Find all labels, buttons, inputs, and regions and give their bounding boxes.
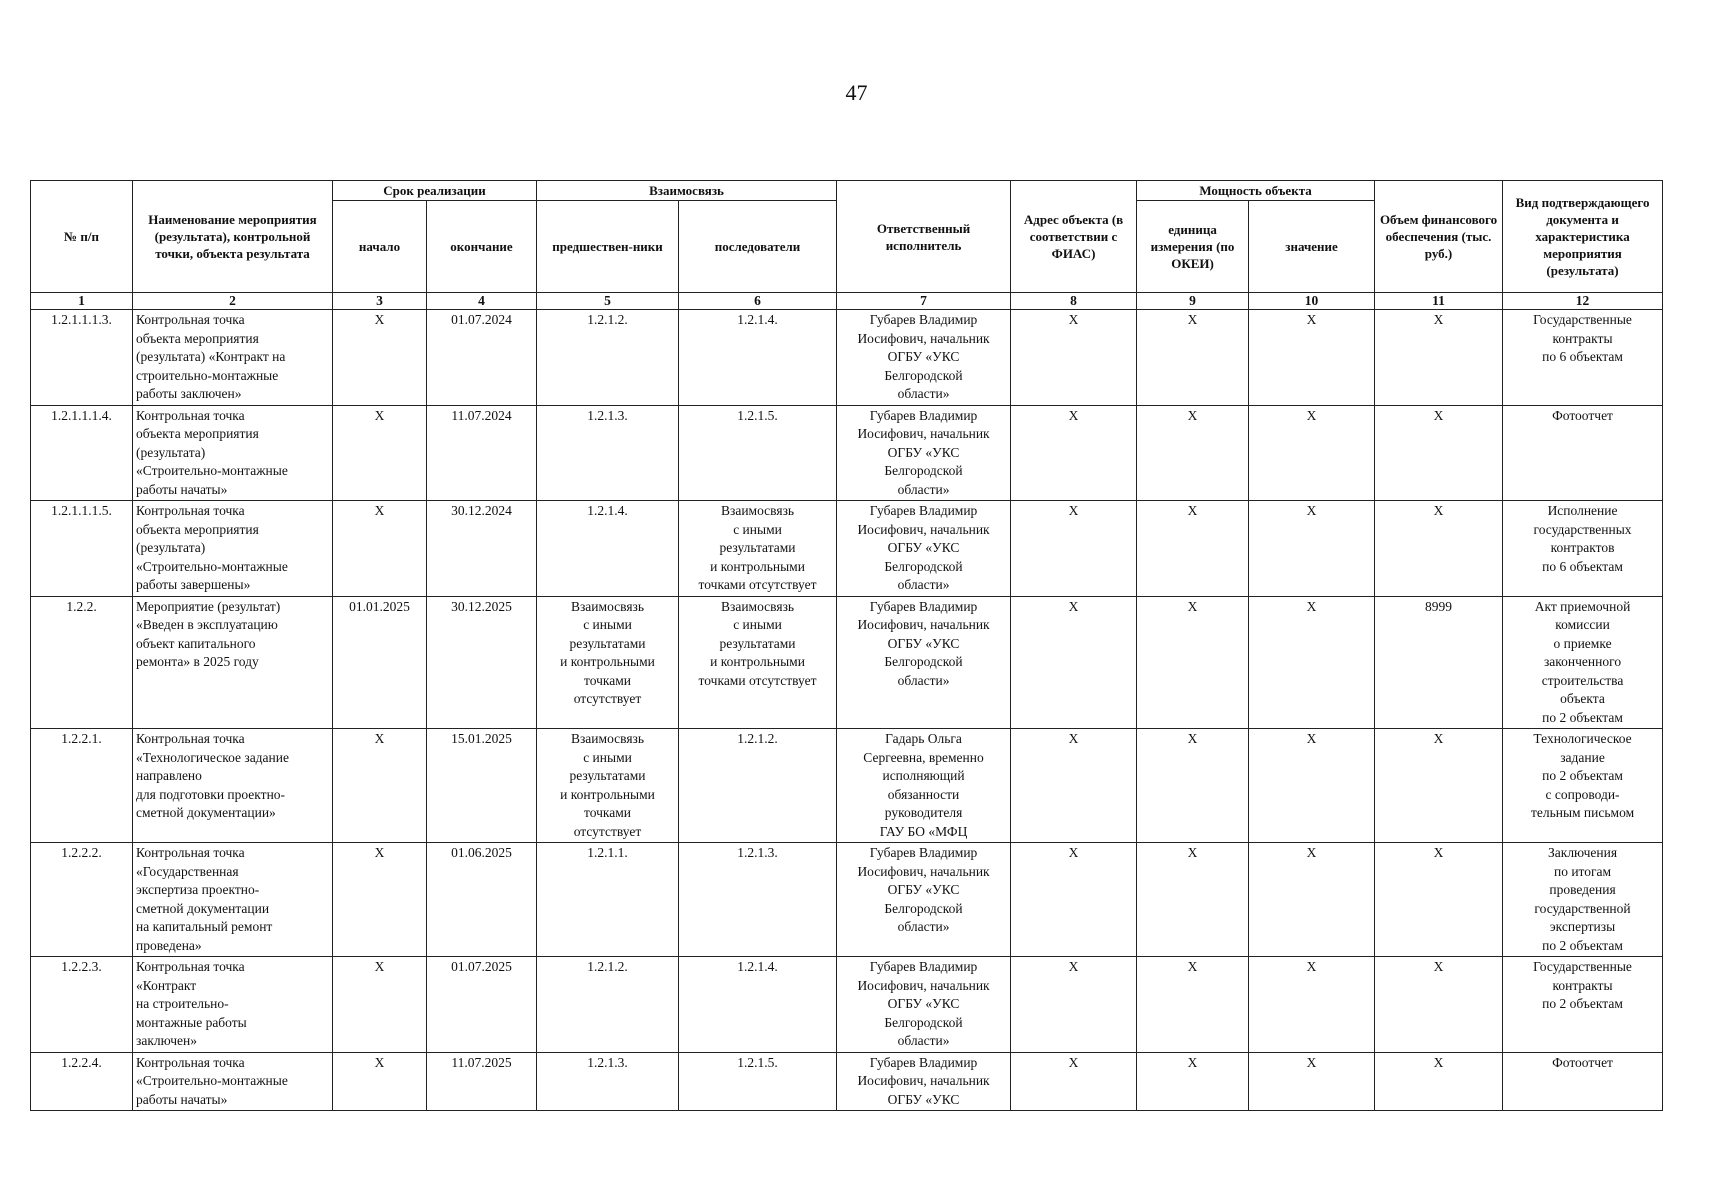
row-doc-type: Заключения по итогам проведения государственной экспертизы по 2 объектам <box>1503 843 1663 957</box>
row-unit: Х <box>1137 501 1249 597</box>
row-address: Х <box>1011 501 1137 597</box>
row-number: 1.2.2.4. <box>31 1052 133 1111</box>
page-number: 47 <box>845 80 868 105</box>
row-value: Х <box>1249 596 1375 729</box>
row-end: 30.12.2024 <box>427 501 537 597</box>
row-successors: 1.2.1.2. <box>679 729 837 843</box>
row-start: 01.01.2025 <box>333 596 427 729</box>
row-responsible: Губарев Владимир Иосифович, начальник ОГБУ «УКС Белгородской области» <box>837 405 1011 501</box>
row-finance: Х <box>1375 957 1503 1053</box>
row-predecessors: Взаимосвязь с иными результатами и контрольными точками отсутствует <box>537 596 679 729</box>
row-start: Х <box>333 1052 427 1111</box>
row-predecessors: 1.2.1.1. <box>537 843 679 957</box>
row-predecessors: 1.2.1.2. <box>537 957 679 1053</box>
plan-table <box>30 180 1663 1111</box>
row-unit: Х <box>1137 843 1249 957</box>
column-number: 3 <box>333 293 427 310</box>
row-end: 01.07.2024 <box>427 310 537 406</box>
row-doc-type: Государственные контракты по 6 объектам <box>1503 310 1663 406</box>
row-doc-type: Фотоотчет <box>1503 1052 1663 1111</box>
row-end: 01.07.2025 <box>427 957 537 1053</box>
row-successors: Взаимосвязь с иными результатами и контрольными точками отсутствует <box>679 596 837 729</box>
row-value: Х <box>1249 310 1375 406</box>
row-address: Х <box>1011 957 1137 1053</box>
column-number: 11 <box>1375 293 1503 310</box>
row-address: Х <box>1011 310 1137 406</box>
header-capacity-group: Мощность объекта <box>1137 181 1375 201</box>
row-doc-type: Исполнение государственных контрактов по 6 объектам <box>1503 501 1663 597</box>
row-unit: Х <box>1137 310 1249 406</box>
row-end: 11.07.2025 <box>427 1052 537 1111</box>
row-finance: Х <box>1375 501 1503 597</box>
column-number: 9 <box>1137 293 1249 310</box>
row-unit: Х <box>1137 729 1249 843</box>
column-number: 2 <box>133 293 333 310</box>
table-row <box>31 729 1663 843</box>
row-finance: Х <box>1375 405 1503 501</box>
table-row <box>31 405 1663 501</box>
row-address: Х <box>1011 1052 1137 1111</box>
row-doc-type: Технологическое задание по 2 объектам с сопроводи- тельным письмом <box>1503 729 1663 843</box>
row-number: 1.2.1.1.1.5. <box>31 501 133 597</box>
table-row <box>31 310 1663 406</box>
row-number: 1.2.2.2. <box>31 843 133 957</box>
row-predecessors: Взаимосвязь с иными результатами и контрольными точками отсутствует <box>537 729 679 843</box>
row-responsible: Губарев Владимир Иосифович, начальник ОГБУ «УКС Белгородской области» <box>837 310 1011 406</box>
column-number: 5 <box>537 293 679 310</box>
row-responsible: Гадарь Ольга Сергеевна, временно исполняющий обязанности руководителя ГАУ БО «МФЦ <box>837 729 1011 843</box>
row-value: Х <box>1249 729 1375 843</box>
row-number: 1.2.1.1.1.4. <box>31 405 133 501</box>
row-end: 11.07.2024 <box>427 405 537 501</box>
row-start: Х <box>333 405 427 501</box>
row-address: Х <box>1011 596 1137 729</box>
row-responsible: Губарев Владимир Иосифович, начальник ОГБУ «УКС Белгородской области» <box>837 957 1011 1053</box>
row-successors: 1.2.1.4. <box>679 957 837 1053</box>
row-start: Х <box>333 501 427 597</box>
row-predecessors: 1.2.1.4. <box>537 501 679 597</box>
header-num: № п/п <box>31 181 133 293</box>
row-address: Х <box>1011 405 1137 501</box>
row-unit: Х <box>1137 596 1249 729</box>
row-value: Х <box>1249 501 1375 597</box>
row-finance: Х <box>1375 310 1503 406</box>
header-term-group: Срок реализации <box>333 181 537 201</box>
row-doc-type: Фотоотчет <box>1503 405 1663 501</box>
row-name: Мероприятие (результат) «Введен в эксплуатацию объект капитального ремонта» в 2025 году <box>133 596 333 729</box>
row-successors: 1.2.1.3. <box>679 843 837 957</box>
row-finance: Х <box>1375 1052 1503 1111</box>
table-row <box>31 1052 1663 1111</box>
row-responsible: Губарев Владимир Иосифович, начальник ОГБУ «УКС Белгородской области» <box>837 843 1011 957</box>
row-successors: 1.2.1.5. <box>679 405 837 501</box>
row-start: Х <box>333 310 427 406</box>
row-doc-type: Акт приемочной комиссии о приемке законченного строительства объекта по 2 объектам <box>1503 596 1663 729</box>
header-value: значение <box>1249 201 1375 293</box>
row-address: Х <box>1011 729 1137 843</box>
header-responsible: Ответственный исполнитель <box>837 181 1011 293</box>
row-number: 1.2.2. <box>31 596 133 729</box>
row-successors: 1.2.1.5. <box>679 1052 837 1111</box>
row-unit: Х <box>1137 405 1249 501</box>
header-name: Наименование мероприятия (результата), контрольной точки, объекта результата <box>133 181 333 293</box>
row-name: Контрольная точка объекта мероприятия (результата) «Строительно-монтажные работы завершены» <box>133 501 333 597</box>
row-responsible: Губарев Владимир Иосифович, начальник ОГБУ «УКС Белгородской области» <box>837 501 1011 597</box>
row-responsible: Губарев Владимир Иосифович, начальник ОГБУ «УКС <box>837 1052 1011 1111</box>
row-successors: 1.2.1.4. <box>679 310 837 406</box>
row-value: Х <box>1249 957 1375 1053</box>
row-end: 01.06.2025 <box>427 843 537 957</box>
row-predecessors: 1.2.1.2. <box>537 310 679 406</box>
row-name: Контрольная точка «Технологическое задание направлено для подготовки проектно- сметной документации» <box>133 729 333 843</box>
column-number: 6 <box>679 293 837 310</box>
header-unit: единица измерения (по ОКЕИ) <box>1137 201 1249 293</box>
header-finance: Объем финансового обеспечения (тыс. руб.) <box>1375 181 1503 293</box>
header-successors: последователи <box>679 201 837 293</box>
column-number: 10 <box>1249 293 1375 310</box>
row-doc-type: Государственные контракты по 2 объектам <box>1503 957 1663 1053</box>
table-row <box>31 596 1663 729</box>
row-end: 15.01.2025 <box>427 729 537 843</box>
row-predecessors: 1.2.1.3. <box>537 1052 679 1111</box>
row-start: Х <box>333 957 427 1053</box>
row-name: Контрольная точка объекта мероприятия (результата) «Строительно-монтажные работы начаты» <box>133 405 333 501</box>
row-predecessors: 1.2.1.3. <box>537 405 679 501</box>
column-number: 4 <box>427 293 537 310</box>
row-value: Х <box>1249 405 1375 501</box>
row-unit: Х <box>1137 957 1249 1053</box>
table-row <box>31 957 1663 1053</box>
row-finance: Х <box>1375 843 1503 957</box>
row-number: 1.2.2.3. <box>31 957 133 1053</box>
row-name: Контрольная точка «Контракт на строительно- монтажные работы заключен» <box>133 957 333 1053</box>
row-unit: Х <box>1137 1052 1249 1111</box>
header-address: Адрес объекта (в соответствии с ФИАС) <box>1011 181 1137 293</box>
row-name: Контрольная точка «Строительно-монтажные работы начаты» <box>133 1052 333 1111</box>
row-successors: Взаимосвязь с иными результатами и контрольными точками отсутствует <box>679 501 837 597</box>
column-number: 12 <box>1503 293 1663 310</box>
header-doc-type: Вид подтверждающего документа и характеристика мероприятия (результата) <box>1503 181 1663 293</box>
row-number: 1.2.1.1.1.3. <box>31 310 133 406</box>
row-end: 30.12.2025 <box>427 596 537 729</box>
row-start: Х <box>333 729 427 843</box>
column-number: 7 <box>837 293 1011 310</box>
column-number: 8 <box>1011 293 1137 310</box>
row-address: Х <box>1011 843 1137 957</box>
column-numbers-row <box>31 293 1663 310</box>
row-finance: Х <box>1375 729 1503 843</box>
row-responsible: Губарев Владимир Иосифович, начальник ОГБУ «УКС Белгородской области» <box>837 596 1011 729</box>
row-number: 1.2.2.1. <box>31 729 133 843</box>
table-row <box>31 843 1663 957</box>
header-predecessors: предшествен-ники <box>537 201 679 293</box>
row-name: Контрольная точка объекта мероприятия (результата) «Контракт на строительно-монтажные работы заключен» <box>133 310 333 406</box>
column-number: 1 <box>31 293 133 310</box>
table-row <box>31 501 1663 597</box>
row-value: Х <box>1249 1052 1375 1111</box>
row-finance: 8999 <box>1375 596 1503 729</box>
row-name: Контрольная точка «Государственная экспертиза проектно- сметной документации на капитальный ремонт проведена» <box>133 843 333 957</box>
row-value: Х <box>1249 843 1375 957</box>
header-end: окончание <box>427 201 537 293</box>
header-start: начало <box>333 201 427 293</box>
row-start: Х <box>333 843 427 957</box>
header-link-group: Взаимосвязь <box>537 181 837 201</box>
